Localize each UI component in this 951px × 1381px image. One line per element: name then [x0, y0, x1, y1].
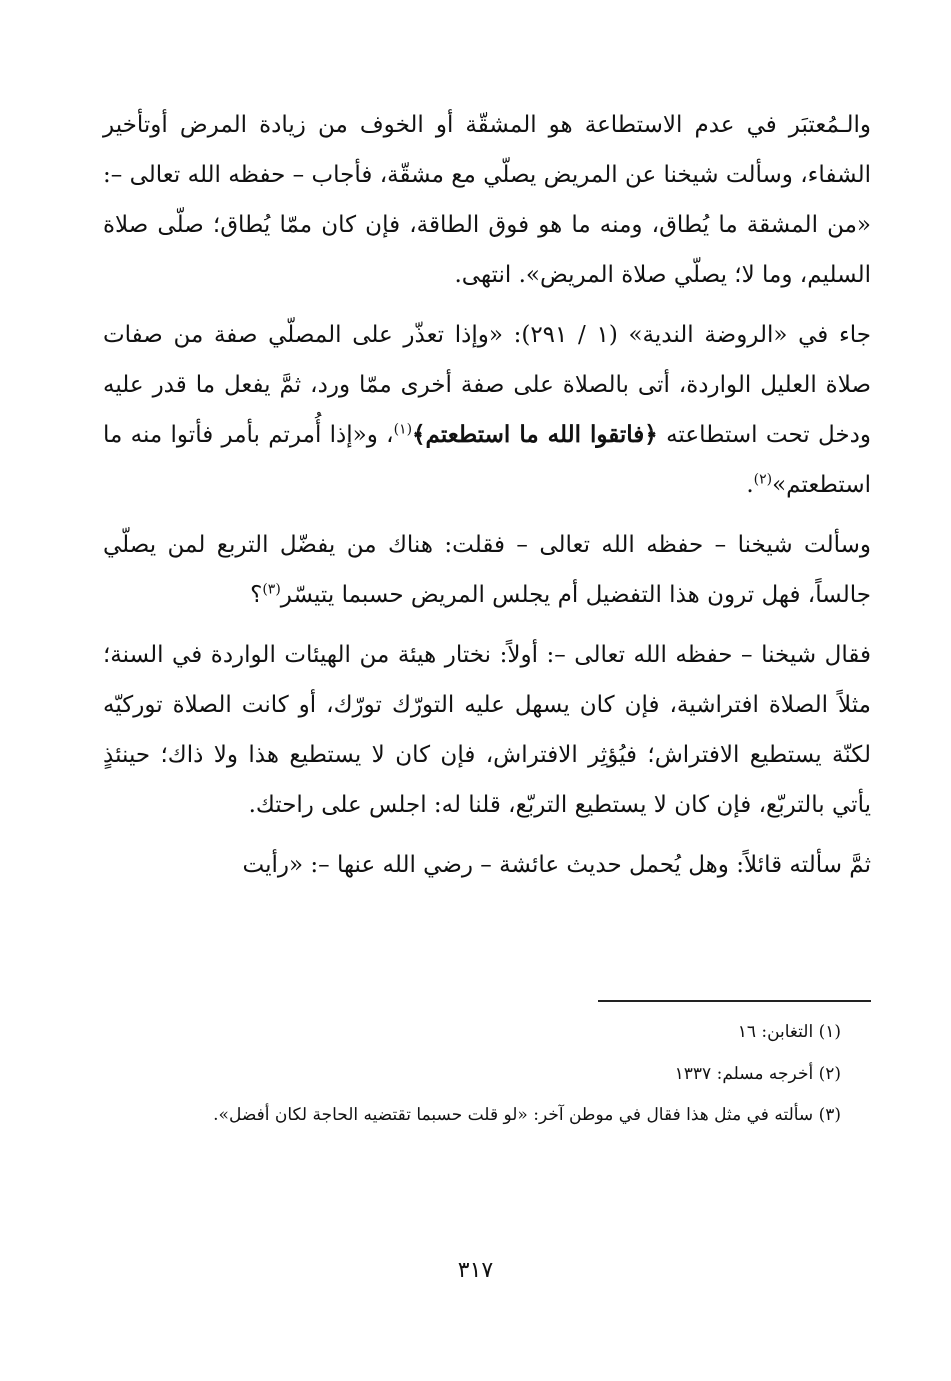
paragraph-3 — [103, 520, 871, 620]
footnote-2: (٢) أخرجه مسلم: ١٣٣٧ — [674, 1064, 841, 1084]
paragraph-2-middle: ، و«إذا أُمرتم بأمر فأتوا منه ما استطعتم» — [103, 422, 871, 498]
paragraph-2-text: جاء في «الروضة الندية» (١ / ٢٩١): «وإذا تعذّر على المصلّي صفة من صفات صلاة العليل الواردة، أتى بالصلاة على صفة أخرى ممّا ورد، ثمَّ يفعل ما قدر عليه ودخل تحت استطاعته — [103, 322, 871, 448]
paragraph-1: والـمُعتبَر في عدم الاستطاعة هو المشقّة أو الخوف من زيادة المرض أوتأخير الشفاء، وسألت شيخنا عن المريض يصلّي مع مشقّة، فأجاب – حفظه الله تعالى –: «من المشقة ما يُطاق، ومنه ما هو فوق الطاقة، فإن كان ممّا يُطاق؛ صلّى صلاة السليم، وما لا؛ يصلّي صلاة المريض». انتهى. — [103, 112, 871, 288]
footnote-3: (٣) سألته في مثل هذا فقال في موطن آخر: «لو قلت حسبما تقتضيه الحاجة لكان أفضل». — [213, 1105, 841, 1125]
paragraph-3-text: وسألت شيخنا – حفظه الله تعالى – فقلت: هناك من يفضّل التربع لمن يصلّي جالساً، فهل ترون هذا التفضيل أم يجلس المريض حسبما يتيسّر — [103, 532, 871, 608]
quran-verse: ﴿فاتقوا الله ما استطعتم﴾ — [412, 421, 658, 448]
main-text — [103, 100, 871, 900]
footnote-1: (١) التغابن: ١٦ — [737, 1022, 841, 1042]
footnote-ref-3: (٣) — [262, 581, 281, 598]
paragraph-4: فقال شيخنا – حفظه الله تعالى –: أولاً: نختار هيئة من الهيئات الواردة في السنة؛ مثلاً الصلاة افتراشية، فإن كان يسهل عليه التورّك تورّك، أو كانت الصلاة توركيّه لكنّة يستطيع الافتراش؛ فيُؤثِر الافتراش، فإن كان لا يستطيع هذا ولا ذاك؛ حينئذٍ يأتي بالتربّع، فإن كان لا يستطيع التربّع، قلنا له: اجلس على راحتك. — [103, 642, 871, 818]
page-number: ٣١٧ — [457, 1258, 494, 1283]
paragraph-2-end: . — [746, 472, 754, 498]
paragraph-5: ثمَّ سألته قائلاً: وهل يُحمل حديث عائشة – رضي الله عنها –: «رأيت — [242, 852, 871, 878]
paragraph-3-end: ؟ — [250, 582, 263, 608]
footnote-separator — [598, 1000, 871, 1002]
footnote-ref-1: (١) — [393, 421, 413, 438]
footnotes — [103, 1012, 871, 1136]
footnote-ref-2: (٢) — [753, 471, 773, 488]
paragraph-2 — [103, 310, 871, 510]
